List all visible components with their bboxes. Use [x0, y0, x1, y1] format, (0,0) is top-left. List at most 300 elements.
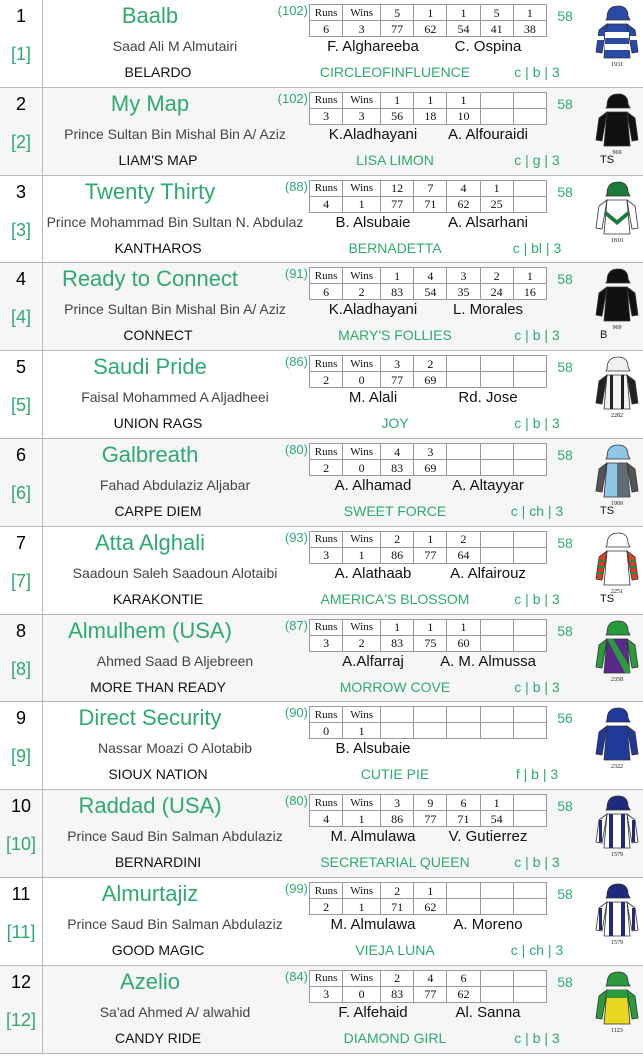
dam-name: CUTIE PIE [360, 766, 430, 783]
form-position [447, 356, 480, 372]
sire-name: BERNARDINI [114, 854, 202, 871]
wins-value: 1 [343, 811, 381, 827]
form-position [414, 707, 447, 723]
divider [42, 0, 43, 87]
form-position [513, 92, 546, 108]
dam-name: LISA LIMON [356, 151, 434, 168]
jockey-name: B. Alsubaie [335, 740, 411, 758]
runs-label: Runs [310, 707, 343, 723]
form-position: 1 [381, 619, 414, 635]
trainer-name: A. M. Almussa [440, 652, 536, 670]
form-percent [513, 196, 546, 212]
form-percent [480, 899, 513, 915]
svg-text:1579: 1579 [611, 940, 623, 946]
runs-label: Runs [310, 268, 343, 284]
wins-label: Wins [343, 5, 381, 21]
horse-name[interactable]: Raddad (USA) [78, 793, 222, 819]
weight: 58 [557, 886, 573, 902]
horse-name[interactable]: Twenty Thirty [84, 178, 216, 204]
sex-colour-age: c | b | 3 [514, 64, 560, 80]
jockey-name: M. Alali [348, 389, 398, 407]
jockey-name: M. Almulawa [330, 828, 416, 846]
sire-name: UNION RAGS [113, 415, 203, 432]
divider [42, 966, 43, 1053]
jockey-name: K.Aladhayani [328, 301, 418, 319]
form-position: 9 [414, 795, 447, 811]
form-percent [480, 986, 513, 1002]
jockey-name: K.Aladhayani [328, 125, 418, 143]
wins-value: 0 [343, 460, 381, 476]
runs-label: Runs [310, 531, 343, 547]
svg-text:1123: 1123 [611, 1027, 623, 1034]
form-percent: 77 [381, 196, 414, 212]
owner-name: Prince Sultan Bin Mishal Bin A/ Aziz [64, 301, 286, 318]
form-percent: 41 [480, 21, 513, 37]
horse-name[interactable]: Azelio [120, 968, 180, 994]
dam-name: CIRCLEOFINFLUENCE [319, 64, 471, 80]
form-percent [480, 372, 513, 388]
form-percent: 69 [414, 460, 447, 476]
sex-colour-age: c | b | 3 [514, 678, 560, 695]
sex-colour-age: c | b | 3 [514, 590, 560, 607]
sex-colour-age: c | g | 3 [514, 151, 560, 168]
sire-name: SIOUX NATION [108, 766, 208, 783]
dam-name: JOY [381, 415, 409, 432]
wins-label: Wins [343, 531, 381, 547]
trainer-name: A. Moreno [453, 916, 523, 933]
form-position: 2 [381, 531, 414, 547]
runs-label: Runs [310, 795, 343, 811]
runner-number: 10 [10, 796, 32, 817]
draw-number: [12] [5, 1009, 37, 1030]
trainer-name: Al. Sanna [455, 1003, 521, 1021]
equipment-tag: TS [600, 153, 615, 166]
rating: (80) [284, 793, 308, 809]
form-percent [513, 899, 546, 915]
divider [42, 790, 43, 877]
jockey-silks-icon [594, 619, 640, 691]
dam-name: VIEJA LUNA [355, 942, 435, 958]
draw-number: [5] [10, 395, 31, 416]
form-percent [513, 547, 546, 563]
form-position [447, 883, 480, 899]
form-percent: 71 [381, 899, 414, 915]
form-table [309, 92, 547, 125]
jockey-name: F. Alghareeba [327, 38, 419, 55]
form-percent: 25 [480, 196, 513, 212]
svg-text:1810: 1810 [611, 237, 623, 244]
runner-number: 9 [15, 708, 26, 729]
horse-name[interactable]: Almurtajiz [101, 881, 199, 906]
sire-name: KANTHAROS [114, 239, 202, 256]
wins-value: 1 [343, 899, 381, 915]
form-position: 1 [414, 619, 447, 635]
trainer-name: L. Morales [452, 301, 524, 319]
sire-name: BELARDO [124, 64, 192, 80]
form-position: 2 [447, 531, 480, 547]
owner-name: Prince Saud Bin Salman Abdulaziz [67, 828, 283, 845]
sire-name: GOOD MAGIC [111, 942, 205, 958]
form-position: 1 [513, 5, 546, 21]
form-percent: 83 [381, 284, 414, 300]
owner-name: Prince Saud Bin Salman Abdulaziz [67, 916, 283, 932]
sire-name: LIAM'S MAP [118, 151, 198, 168]
jockey-silks-icon [594, 970, 640, 1042]
owner-name: Fahad Abdulaziz Aljabar [99, 477, 251, 493]
form-position [480, 531, 513, 547]
runner-row[interactable] [0, 790, 643, 878]
form-percent: 18 [414, 108, 447, 124]
jockey-silks-icon [594, 355, 640, 427]
form-position [513, 356, 546, 372]
svg-text:969: 969 [612, 149, 622, 156]
form-position [447, 707, 480, 723]
divider [42, 878, 43, 965]
runner-row[interactable] [0, 702, 643, 790]
form-percent [447, 460, 480, 476]
wins-label: Wins [343, 619, 381, 635]
runs-label: Runs [310, 180, 343, 196]
trainer-name: C. Ospina [454, 38, 522, 55]
jockey-silks-icon [594, 882, 640, 954]
form-position: 1 [414, 5, 447, 21]
divider [42, 351, 43, 438]
form-percent: 86 [381, 811, 414, 827]
rating: (90) [284, 705, 308, 721]
form-position: 12 [381, 180, 414, 196]
horse-name[interactable]: Galbreath [101, 442, 199, 467]
form-percent [480, 547, 513, 563]
form-percent [381, 723, 414, 739]
form-percent [480, 723, 513, 739]
draw-number: [4] [10, 307, 31, 328]
rating: (102) [277, 90, 308, 106]
form-position: 1 [480, 795, 513, 811]
form-percent: 54 [447, 21, 480, 37]
form-table [309, 4, 547, 37]
runner-row[interactable] [0, 0, 643, 88]
form-percent: 60 [447, 635, 480, 651]
divider [42, 702, 43, 789]
form-percent [513, 372, 546, 388]
divider [42, 615, 43, 702]
form-position: 1 [447, 5, 480, 21]
form-table [309, 531, 547, 564]
wins-value: 0 [343, 372, 381, 388]
form-percent [513, 986, 546, 1002]
form-percent: 83 [381, 460, 414, 476]
divider [42, 88, 43, 175]
draw-number: [3] [10, 219, 31, 240]
trainer-name: A. Alfouraidi [447, 125, 529, 143]
dam-name: SECRETARIAL QUEEN [320, 854, 470, 871]
form-position: 3 [381, 356, 414, 372]
sire-name: CANDY RIDE [114, 1029, 202, 1046]
runner-row[interactable] [0, 351, 643, 439]
runner-number: 2 [15, 93, 26, 114]
weight: 58 [557, 8, 573, 24]
owner-name: Sa'ad Ahmed A/ alwahid [99, 1003, 251, 1020]
trainer-name: V. Gutierrez [448, 828, 528, 846]
form-percent: 77 [381, 372, 414, 388]
horse-name[interactable]: Baalb [121, 3, 179, 28]
horse-name[interactable]: Direct Security [78, 705, 222, 731]
jockey-silks-icon [594, 706, 640, 778]
owner-name: Faisal Mohammed A Aljadheei [81, 389, 269, 406]
runner-row[interactable] [0, 263, 643, 351]
runs-value: 4 [310, 196, 343, 212]
wins-value: 2 [343, 635, 381, 651]
form-percent: 62 [414, 899, 447, 915]
weight: 58 [557, 534, 573, 551]
wins-value: 3 [343, 108, 381, 124]
form-position [513, 180, 546, 196]
runner-number: 11 [11, 884, 31, 904]
weight: 58 [557, 359, 573, 376]
wins-value: 2 [343, 284, 381, 300]
form-percent: 77 [414, 547, 447, 563]
runs-value: 3 [310, 986, 343, 1002]
wins-value: 3 [343, 21, 381, 37]
draw-number: [10] [5, 834, 37, 855]
runner-number: 1 [15, 6, 26, 26]
form-position: 1 [480, 180, 513, 196]
trainer-name: Rd. Jose [458, 389, 518, 407]
sex-colour-age: c | b | 3 [514, 854, 560, 871]
runner-row[interactable] [0, 615, 643, 703]
jockey-silks-icon [594, 794, 640, 866]
form-percent: 62 [447, 196, 480, 212]
form-position: 2 [480, 268, 513, 284]
form-percent [447, 899, 480, 915]
wins-value: 1 [343, 547, 381, 563]
runs-value: 4 [310, 811, 343, 827]
sex-colour-age: c | b | 3 [514, 327, 560, 344]
trainer-name: A. Alsarhani [447, 213, 529, 231]
runs-value: 2 [310, 372, 343, 388]
divider [42, 176, 43, 263]
wins-label: Wins [343, 970, 381, 986]
form-position: 5 [480, 5, 513, 21]
draw-number: [9] [10, 746, 31, 767]
runs-value: 6 [310, 21, 343, 37]
form-position [480, 707, 513, 723]
dam-name: SWEET FORCE [343, 503, 447, 519]
form-position [480, 92, 513, 108]
form-position: 2 [414, 356, 447, 372]
form-table [309, 706, 547, 739]
runs-label: Runs [310, 883, 343, 899]
jockey-name: B. Alsubaie [335, 213, 411, 231]
form-percent [513, 811, 546, 827]
horse-name[interactable]: Saudi Pride [93, 354, 207, 380]
sex-colour-age: c | b | 3 [514, 1029, 560, 1046]
owner-name: Prince Sultan Bin Mishal Bin A/ Aziz [64, 125, 286, 142]
equipment-tag: TS [600, 592, 615, 605]
form-percent: 56 [381, 108, 414, 124]
divider [42, 527, 43, 614]
form-position [447, 444, 480, 460]
form-position: 1 [513, 268, 546, 284]
form-position [513, 444, 546, 460]
form-table [309, 180, 547, 213]
form-position: 3 [381, 795, 414, 811]
form-position: 4 [381, 444, 414, 460]
runner-row[interactable] [0, 439, 643, 527]
jockey-name: A. Alathaab [334, 564, 412, 582]
draw-number: [8] [10, 658, 31, 679]
runner-row[interactable] [0, 88, 643, 176]
jockey-silks-icon [594, 4, 640, 76]
sire-name: KARAKONTIE [112, 590, 204, 607]
runner-number: 12 [10, 971, 32, 992]
form-position: 1 [414, 531, 447, 547]
dam-name: AMERICA'S BLOSSOM [320, 590, 470, 607]
form-table [309, 355, 547, 388]
form-percent: 10 [447, 108, 480, 124]
horse-name[interactable]: Atta Alghali [94, 529, 206, 555]
runner-row[interactable] [0, 878, 643, 966]
form-position [513, 883, 546, 899]
dam-name: MORROW COVE [339, 678, 451, 695]
weight: 58 [557, 973, 573, 990]
form-position [480, 356, 513, 372]
form-position: 3 [414, 444, 447, 460]
rating: (102) [277, 3, 308, 18]
runner-number: 4 [15, 269, 26, 290]
sex-colour-age: c | ch | 3 [510, 503, 564, 519]
form-percent [480, 460, 513, 476]
form-percent: 86 [381, 547, 414, 563]
form-percent [513, 723, 546, 739]
form-percent: 77 [381, 21, 414, 37]
wins-label: Wins [343, 180, 381, 196]
weight: 58 [557, 271, 573, 288]
owner-name: Saadoun Saleh Saadoun Alotaibi [72, 564, 278, 581]
form-percent: 54 [414, 284, 447, 300]
form-position [480, 619, 513, 635]
jockey-name: A.Alfarraj [342, 652, 404, 670]
form-table [309, 794, 547, 827]
runs-label: Runs [310, 92, 343, 108]
sex-colour-age: c | ch | 3 [510, 942, 564, 958]
svg-text:2358: 2358 [611, 676, 623, 683]
form-position: 5 [381, 5, 414, 21]
jockey-name: M. Almulawa [330, 916, 416, 933]
runs-value: 3 [310, 547, 343, 563]
runner-number: 8 [15, 620, 26, 641]
runs-value: 0 [310, 723, 343, 739]
draw-number: [2] [10, 131, 31, 152]
form-percent [414, 723, 447, 739]
form-position [513, 619, 546, 635]
weight: 58 [557, 622, 573, 639]
wins-label: Wins [343, 356, 381, 372]
svg-text:2322: 2322 [611, 764, 623, 771]
owner-name: Nassar Moazi O Alotabib [97, 740, 253, 757]
rating: (91) [284, 266, 308, 282]
runs-value: 3 [310, 108, 343, 124]
wins-label: Wins [343, 268, 381, 284]
divider [42, 263, 43, 350]
equipment-tag: B [600, 329, 608, 342]
wins-label: Wins [343, 795, 381, 811]
draw-number: [7] [10, 570, 31, 591]
weight: 58 [557, 447, 573, 463]
wins-value: 0 [343, 986, 381, 1002]
form-percent: 71 [414, 196, 447, 212]
runs-label: Runs [310, 444, 343, 460]
form-percent: 35 [447, 284, 480, 300]
rating: (86) [284, 354, 308, 370]
wins-label: Wins [343, 92, 381, 108]
form-table [309, 619, 547, 652]
form-percent: 77 [414, 986, 447, 1002]
sire-name: CONNECT [123, 327, 193, 344]
jockey-name: F. Alfehaid [338, 1003, 408, 1021]
runner-row[interactable] [0, 176, 643, 264]
form-position: 7 [414, 180, 447, 196]
form-position [480, 444, 513, 460]
jockey-silks-icon [594, 180, 640, 252]
weight: 58 [557, 95, 573, 112]
form-percent: 62 [414, 21, 447, 37]
sire-name: CARPE DIEM [114, 503, 202, 519]
rating: (87) [284, 617, 308, 633]
form-position: 4 [414, 970, 447, 986]
owner-name: Saad Ali M Almutairi [112, 38, 238, 54]
form-percent: 64 [447, 547, 480, 563]
runner-row[interactable] [0, 527, 643, 615]
form-position: 2 [381, 883, 414, 899]
horse-name[interactable]: Ready to Connect [61, 266, 239, 292]
form-position: 1 [381, 268, 414, 284]
draw-number: [6] [10, 483, 31, 503]
form-position [480, 970, 513, 986]
wins-value: 1 [343, 723, 381, 739]
form-position [513, 795, 546, 811]
runs-value: 3 [310, 635, 343, 651]
equipment-tag: TS [600, 505, 615, 517]
form-percent [447, 372, 480, 388]
dam-name: BERNADETTA [348, 239, 442, 256]
wins-label: Wins [343, 883, 381, 899]
sex-colour-age: c | bl | 3 [512, 239, 562, 256]
form-percent: 62 [447, 986, 480, 1002]
horse-name[interactable]: My Map [110, 90, 190, 116]
horse-name[interactable]: Almulhem (USA) [68, 617, 232, 643]
runs-value: 2 [310, 899, 343, 915]
form-percent [480, 635, 513, 651]
draw-number: [11] [6, 922, 36, 942]
runs-label: Runs [310, 5, 343, 21]
draw-number: [1] [10, 44, 31, 64]
sex-colour-age: c | b | 3 [514, 415, 560, 432]
svg-text:2282: 2282 [611, 413, 623, 420]
svg-text:1579: 1579 [611, 852, 623, 859]
trainer-name: A. Alfairouz [450, 564, 526, 582]
wins-value: 1 [343, 196, 381, 212]
form-percent [513, 635, 546, 651]
owner-name: Prince Mohammad Bin Sultan N. Abdulaz [46, 213, 304, 230]
svg-text:1909: 1909 [611, 501, 623, 507]
svg-text:1931: 1931 [611, 62, 623, 68]
runner-row[interactable] [0, 966, 643, 1054]
form-position: 4 [414, 268, 447, 284]
svg-text:2251: 2251 [611, 588, 623, 595]
rating: (84) [284, 968, 308, 984]
form-position: 4 [447, 180, 480, 196]
